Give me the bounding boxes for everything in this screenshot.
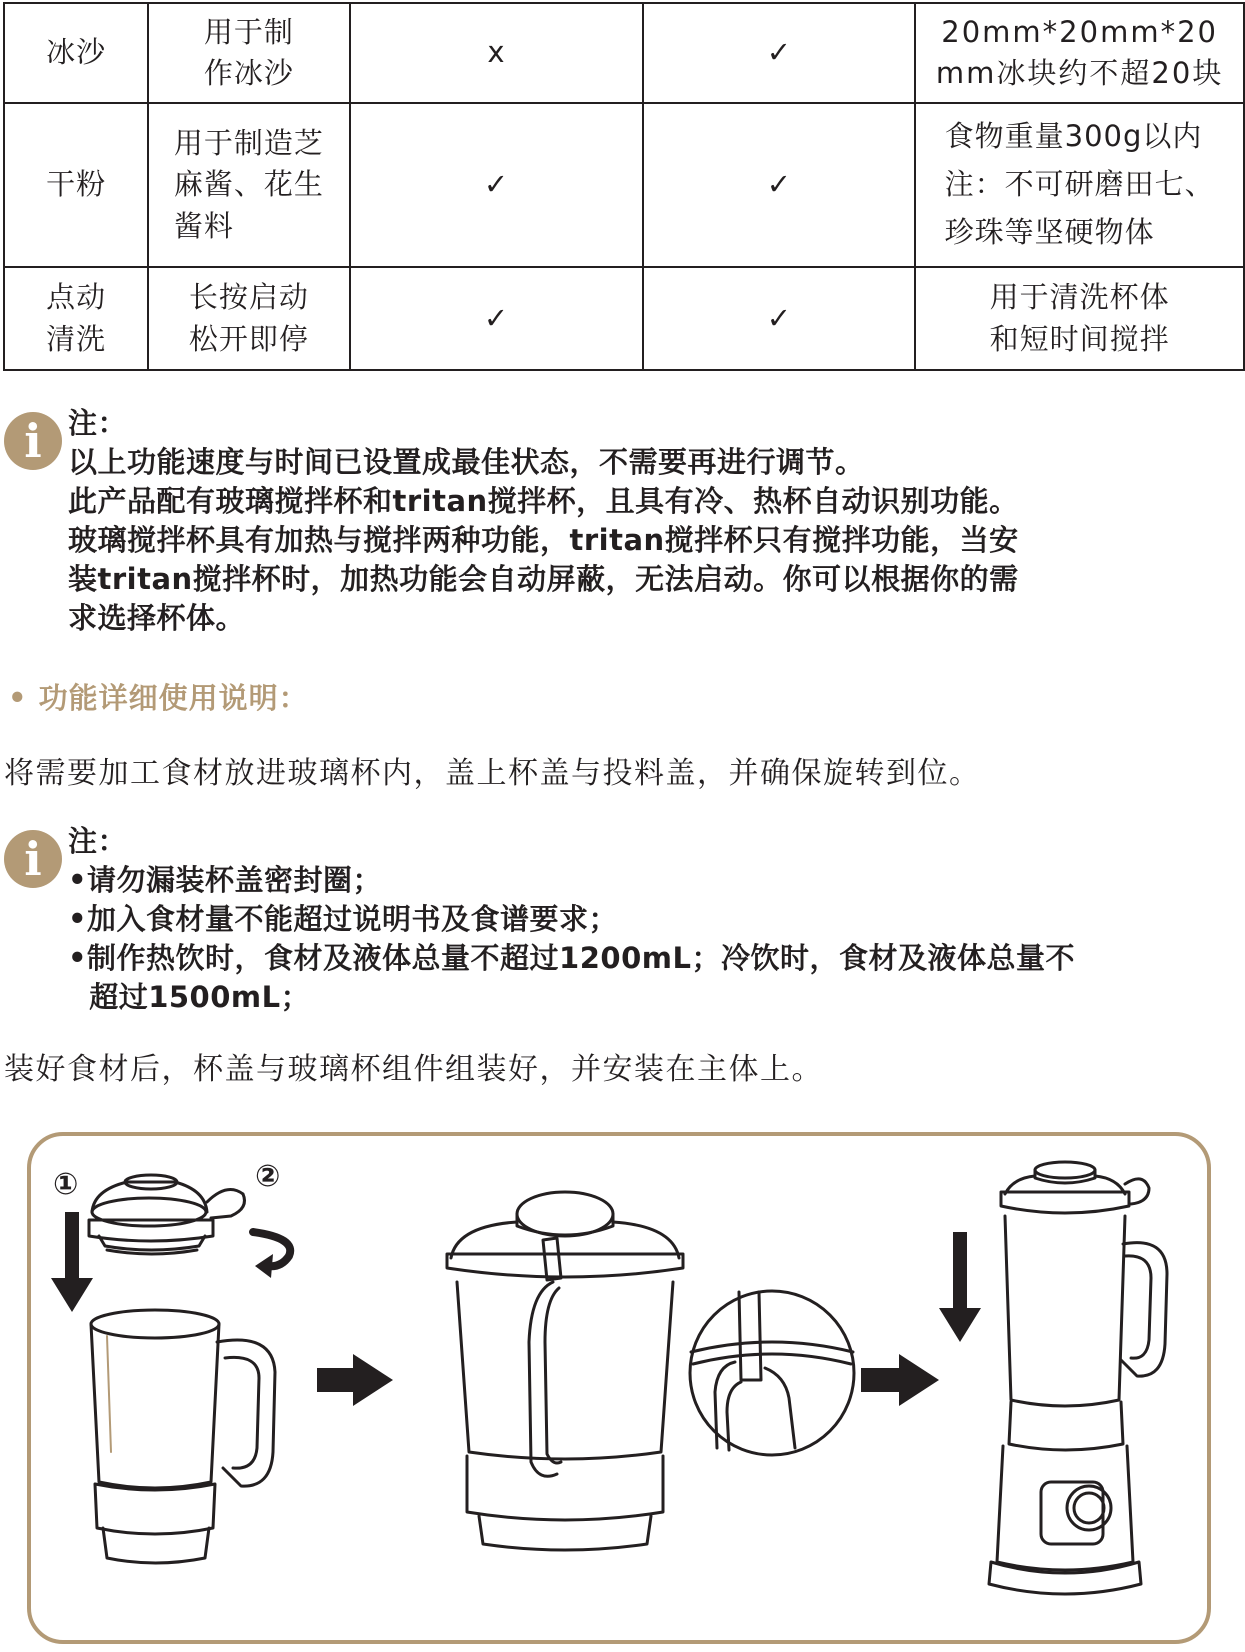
note-line: 玻璃搅拌杯具有加热与搅拌两种功能，tritan搅拌杯只有搅拌功能，当安 [68,523,1019,557]
down-arrow-icon [51,1212,93,1312]
table-row [4,267,1244,370]
right-arrow-icon [317,1354,393,1406]
heat-cup-cell: x [350,3,644,103]
note-line: 超过1500mL； [68,980,311,1014]
usage-cell: 长按启动 松开即停 [148,267,349,370]
heat-cup-cell: ✓ [350,267,644,370]
section-title-text: 功能详细使用说明： [38,681,309,715]
heat-cup-cell: ✓ [350,103,644,267]
mode-cell: 冰沙 [4,3,148,103]
note-line: 此产品配有玻璃搅拌杯和tritan搅拌杯，且具有冷、热杯自动识别功能。 [68,484,1019,518]
info-icon: i [4,412,62,470]
usage-cell: 用于制造芝 麻酱、花生 酱料 [148,103,349,267]
function-table [3,2,1245,371]
detail-zoom-illustration [690,1291,854,1455]
right-arrow-icon [861,1354,939,1406]
note-line: 求选择杯体。 [68,601,246,635]
note-line: 以上功能速度与时间已设置成最佳状态，不需要再进行调节。 [68,445,865,479]
note-line: •加入食材量不能超过说明书及食谱要求； [68,902,619,936]
instruction-text: 将需要加工食材放进玻璃杯内，盖上杯盖与投料盖，并确保旋转到位。 [4,756,981,791]
note-line: •请勿漏装杯盖密封圈； [68,863,383,897]
down-arrow-icon [939,1232,981,1342]
assembled-jar-illustration [447,1192,683,1550]
cold-cup-cell: ✓ [643,103,915,267]
mode-cell: 干粉 [4,103,148,267]
note-line: 装tritan搅拌杯时，加热功能会自动屏蔽，无法启动。你可以根据你的需 [68,562,1019,596]
note-line: •制作热饮时，食材及液体总量不超过1200mL；冷饮时，食材及液体总量不 [68,941,1075,975]
bullet: • [8,681,28,715]
lid-illustration [89,1175,245,1254]
info-icon: i [4,830,62,888]
blender-illustration [989,1162,1167,1594]
note-cell: 20mm*20mm*20 mm冰块约不超20块 [915,3,1244,103]
table-row [4,3,1244,103]
assembly-illustration [27,1132,1211,1644]
note-title: 注： [68,406,128,440]
mode-cell: 点动 清洗 [4,267,148,370]
cold-cup-cell: ✓ [643,267,915,370]
note-cell: 用于清洗杯体 和短时间搅拌 [915,267,1244,370]
table-row [4,103,1244,267]
note-cell: 食物重量300g以内 注：不可研磨田七、 珍珠等坚硬物体 [915,103,1244,267]
step1-label: ① [53,1167,79,1202]
instruction-text: 装好食材后，杯盖与玻璃杯组件组装好，并安装在主体上。 [4,1052,823,1087]
step2-label: ② [255,1159,281,1194]
note-title: 注： [68,824,128,858]
rotate-arrow-head [255,1254,273,1278]
section-title [8,676,309,717]
usage-cell: 用于制 作冰沙 [148,3,349,103]
glass-jar-illustration [91,1310,275,1563]
cold-cup-cell: ✓ [643,3,915,103]
